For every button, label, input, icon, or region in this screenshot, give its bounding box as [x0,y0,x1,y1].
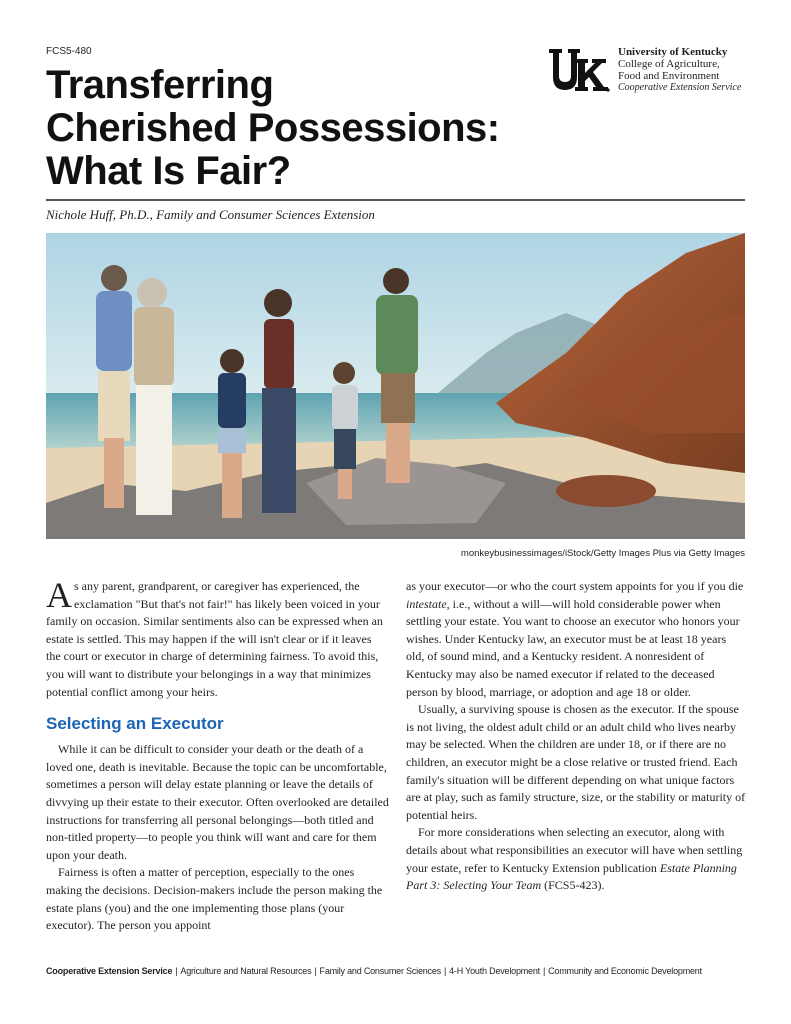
body-column-2 [406,578,746,895]
publication-title-link: Estate Planning Part 3: Selecting Your Team [406,860,737,893]
footer-separator: | [175,966,178,976]
title-divider [46,199,745,201]
footer-item: Family and Consumer Sciences [319,966,441,976]
publication-id: FCS5-480 [46,46,92,57]
logo-service: Cooperative Extension Service [618,82,742,93]
title-line-1: Transferring [46,63,274,107]
footer-separator: | [443,966,447,976]
footer-separator: | [542,966,546,976]
body-column-1 [46,575,389,935]
italic-term: intestate [406,596,447,611]
paragraph [406,578,746,701]
footer-item: 4-H Youth Development [449,966,540,976]
section-heading-selecting-executor: Selecting an Executor [46,714,224,734]
logo-college-2: Food and Environment [618,70,720,82]
dropcap: A [46,575,72,615]
footer [46,966,702,976]
logo-college-1: College of Agriculture, [618,58,720,70]
footer-item: Agriculture and Natural Resources [180,966,312,976]
text-run: as your executor—or who the court system appoints for you if you die [406,579,744,593]
intro-text: s any parent, grandparent, or caregiver has experienced, the exclamation "But that's not fair!" has likely been voiced in your family on occasion. Similar sentiments also can be expressed when an estate is settled. This may happen if the will isn't clear or if it leaves the court or executor in charge of determining fairness. To avoid this, you will want to distribute your belongings in a way that minimizes potential conflict among your heirs. [46,579,383,699]
text-run: , i.e., without a will—will hold considerable power when settling your estate. You want to choose an executor who honors your wishes. Under Kentucky law, an executor must be at least 18 years old, of sound mind, and a Kentucky resident. A nonresident of Kentucky may also be named executor if related to the deceased person by blood, marriage, or adoption and age 18 or older. [406,596,740,699]
title-line-3: What Is Fair? [46,149,291,193]
uk-logo-mark-icon [548,46,610,94]
family-beach-photo [46,233,745,539]
logo-university: University of Kentucky [618,46,728,58]
footer-item: Cooperative Extension Service [46,966,173,976]
paragraph: Usually, a surviving spouse is chosen as the executor. If the spouse is not living, the oldest adult child or an adult child who lives nearby may be selected. When the children are under 18, or if there are no children, an executor might be a close relative or trusted friend. Each family's situation will be different depending on what unique factors are at play, such as family structure, size, or the stability or maturity of potential heirs. [406,702,746,822]
title-line-2: Cherished Possessions: [46,106,500,150]
author-byline: Nichole Huff, Ph.D., Family and Consumer Sciences Extension [46,207,375,222]
uk-logo [548,46,748,96]
footer-separator: | [314,966,317,976]
intro-paragraph [46,575,389,701]
page-title [46,64,526,193]
family-beach-photo-image [46,233,745,539]
logo-text [618,46,741,94]
paragraph: Fairness is often a matter of perception, especially to the ones making the decisions. Decision-makers include the person making the estate plans (you) and the one implementing those plans (your executor). The person you appoint [46,865,383,933]
text-run: (FCS5-423). [541,878,605,893]
text-run: For more considerations when selecting an executor, along with details about what responsibilities an executor will have when settling your estate, refer to Kentucky Extension publication [406,825,743,875]
paragraph: While it can be difficult to consider your death or the death of a loved one, death is inevitable. Because the topic can be uncomfortable, sometimes a person will delay estate planning or leave the details of divvying up their estate to their executor. Often overlooked are detailed instructions for transferring all personal belongings—both titled and non-titled property—to people you think will want and care for them upon your death. [46,742,389,862]
photo-credit: monkeybusinessimages/iStock/Getty Images Plus via Getty Images [460,548,745,559]
paragraph [406,824,746,894]
footer-item: Community and Economic Development [548,966,702,976]
